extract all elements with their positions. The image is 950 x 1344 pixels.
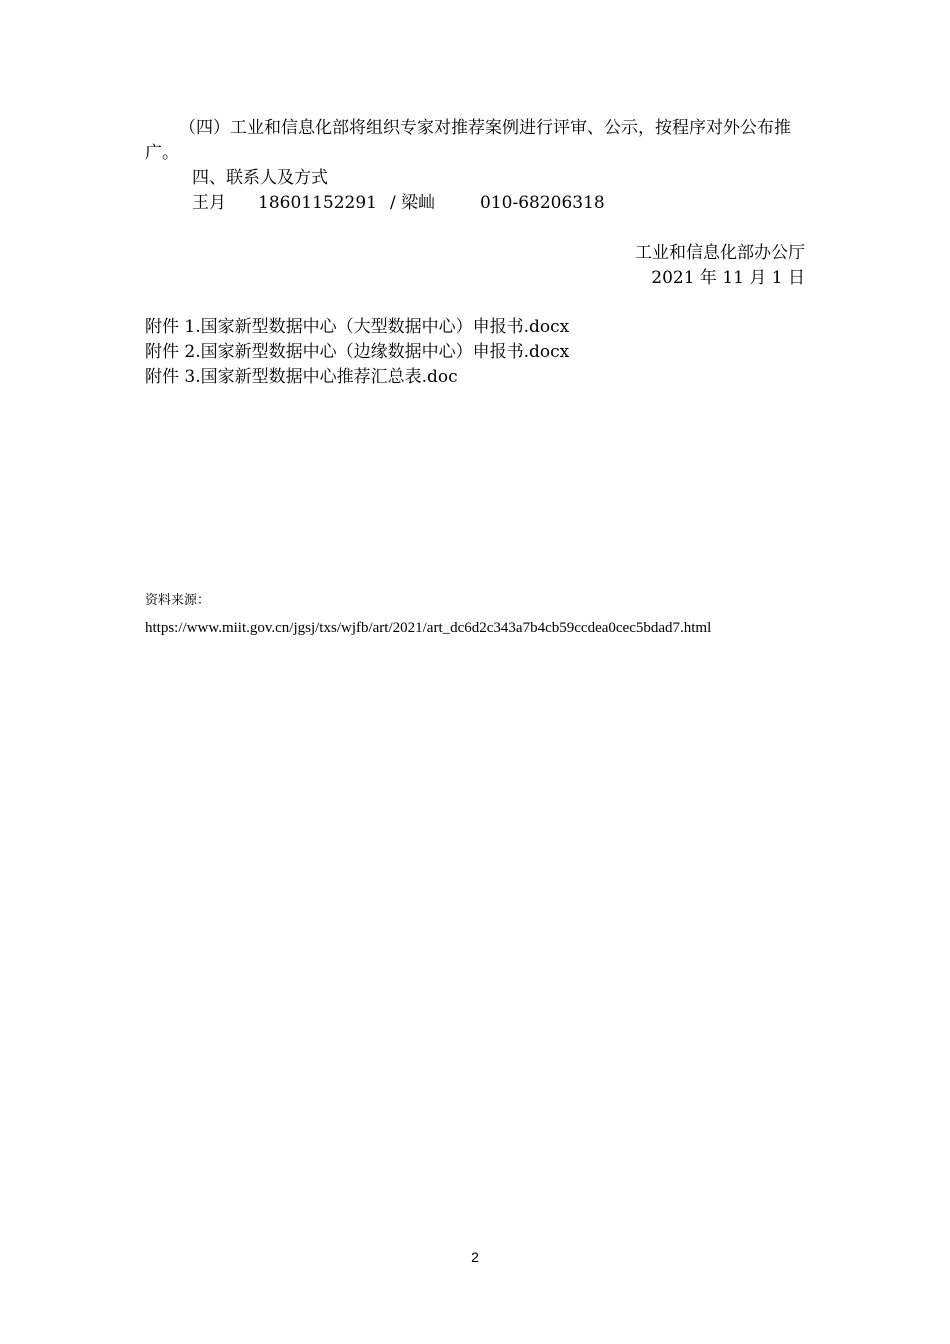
source-block (145, 590, 711, 640)
contact-heading: 四、联系人及方式 (192, 168, 328, 188)
contact-phone-1: 18601152291 (258, 193, 377, 213)
contact-name-1: 王月 (192, 193, 226, 213)
source-label: 资料来源： (145, 592, 211, 607)
contact-name-2: 梁屾 (401, 193, 436, 213)
attachment-item[interactable]: 附件 1.国家新型数据中心（大型数据中心）申报书.docx (145, 317, 570, 337)
source-url-link[interactable]: https://www.miit.gov.cn/jgsj/txs/wjfb/art/2021/art_dc6d2c343a7b4cb59ccdea0cec5bdad7.html (145, 620, 712, 636)
signature-block (635, 241, 805, 291)
page-number: 2 (471, 1249, 479, 1265)
attachment-list (145, 315, 569, 390)
attachment-item[interactable]: 附件 2.国家新型数据中心（边缘数据中心）申报书.docx (145, 342, 570, 362)
attachment-item[interactable]: 附件 3.国家新型数据中心推荐汇总表.doc (145, 367, 458, 387)
contact-line (145, 191, 852, 216)
signature-org: 工业和信息化部办公厅 (635, 243, 805, 263)
signature-date: 2021 年 11 月 1 日 (651, 268, 805, 288)
contact-separator (390, 191, 480, 216)
paragraph-item-4: （四）工业和信息化部将组织专家对推荐案例进行评审、公示，按程序对外公布推广。 (145, 118, 791, 163)
separator-slash: / (390, 193, 396, 213)
contact-phone-2: 010-68206318 (480, 193, 605, 213)
